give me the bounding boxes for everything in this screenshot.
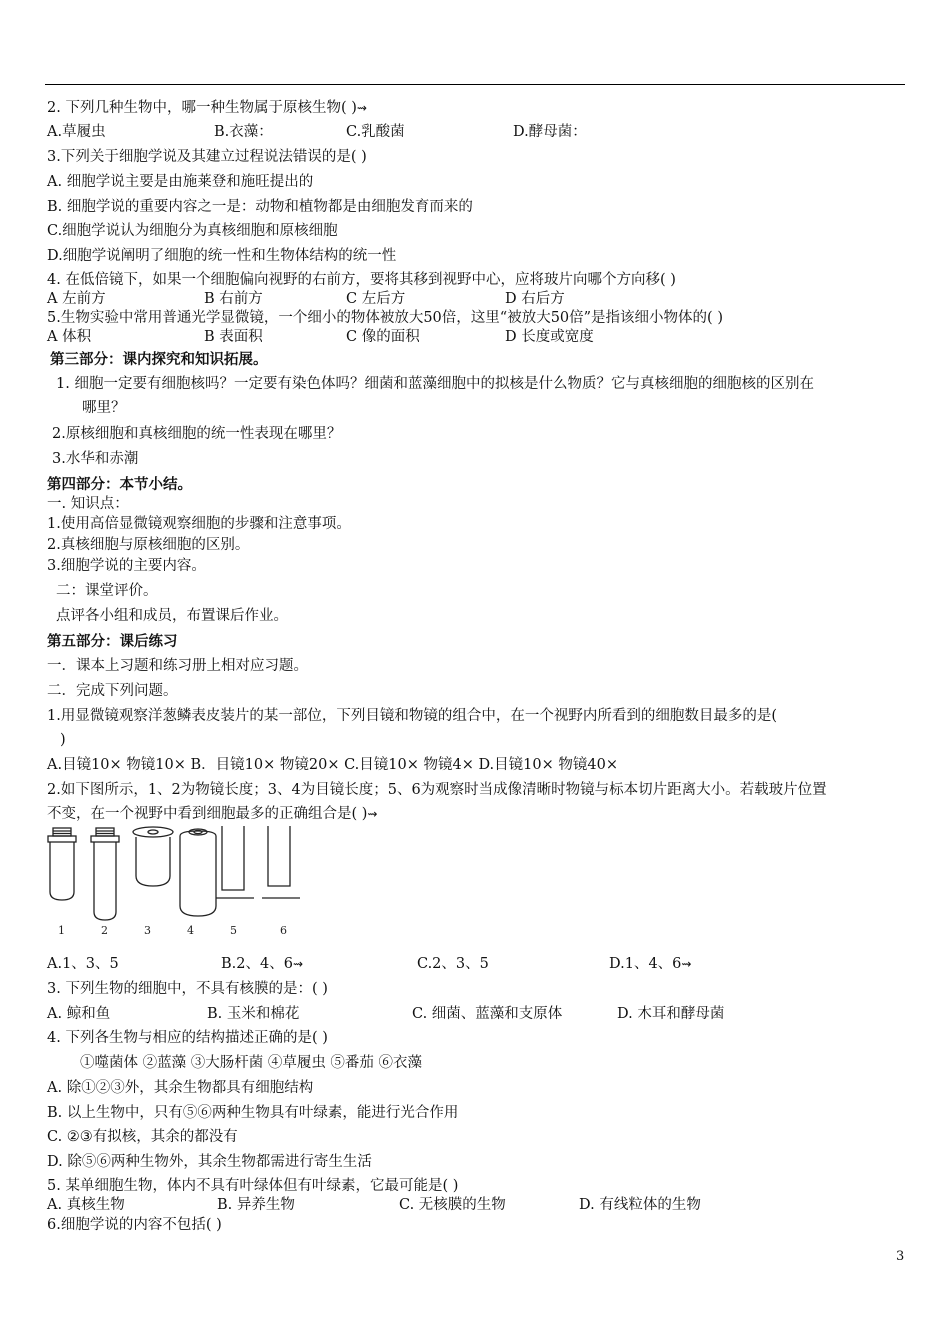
figure-label-3: 3	[144, 924, 151, 937]
objective-lens-2	[91, 828, 119, 920]
e4-option-a: A. 除①②③外，其余生物都具有细胞结构	[47, 1080, 314, 1096]
part4-heading: 第四部分：本节小结。	[47, 476, 192, 493]
e5-option-d: D. 有线粒体的生物	[579, 1197, 701, 1213]
ink-mark-icon: ⇝	[292, 957, 304, 971]
q2-option-d: D.酵母菌：	[513, 124, 587, 140]
e4-option-d: D. 除⑤⑥两种生物外，其余生物都需进行寄生生活	[47, 1154, 372, 1170]
figure-label-1: 1	[58, 924, 65, 937]
e5-option-c: C. 无核膜的生物	[399, 1197, 506, 1213]
part4-point-2: 2.真核细胞与原核细胞的区别。	[47, 537, 250, 553]
part5-heading: 第五部分：课后练习	[47, 633, 178, 650]
header-rule	[45, 84, 905, 85]
part4-point-3: 3.细胞学说的主要内容。	[47, 558, 206, 574]
q3-option-d: D.细胞学说阐明了细胞的统一性和生物体结构的统一性	[47, 248, 397, 264]
q5-stem: 5.生物实验中常用普通光学显微镜，一个细小的物体被放大50倍，这里“被放大50倍”是指该细小物体的( )	[47, 310, 723, 326]
lens-figure	[40, 826, 320, 941]
ink-mark-icon: ⇝	[356, 101, 367, 115]
figure-label-5: 5	[230, 924, 237, 937]
q5-option-d: D 长度或宽度	[505, 329, 594, 345]
q2-option-a: A.草履虫	[47, 124, 106, 140]
part3-item-1-cont: 哪里？	[82, 400, 126, 416]
e2-option-c: C.2、3、5	[417, 956, 489, 972]
page-number: 3	[896, 1249, 905, 1264]
part3-heading: 第三部分：课内探究和知识拓展。	[50, 351, 268, 368]
e2-stem: 2.如下图所示，1、2为物镜长度；3、4为目镜长度；5、6为观察时当成像清晰时物镜与标本切片距离大小。若载玻片位置	[47, 782, 827, 798]
e2-option-d: D.1、4、6⇝	[609, 956, 692, 972]
e6-stem: 6.细胞学说的内容不包括( )	[47, 1217, 222, 1233]
q5-option-a: A 体积	[47, 329, 92, 345]
part4-knowledge-title: 一. 知识点：	[47, 496, 129, 512]
e2-option-a: A.1、3、5	[47, 956, 119, 972]
q4-stem: 4. 在低倍镜下，如果一个细胞偏向视野的右前方，要将其移到视野中心，应将玻片向哪个方向移( )	[47, 272, 676, 288]
e3-option-c: C. 细菌、蓝藻和支原体	[412, 1006, 563, 1022]
q4-option-b: B 右前方	[204, 291, 263, 307]
e5-stem: 5. 某单细胞生物，体内不具有叶绿体但有叶绿素，它最可能是( )	[47, 1178, 459, 1194]
q2-option-b: B.衣藻：	[214, 124, 273, 140]
figure-label-4: 4	[187, 924, 194, 937]
e4-organisms: ①噬菌体 ②蓝藻 ③大肠杆菌 ④草履虫 ⑤番茄 ⑥衣藻	[80, 1055, 423, 1071]
e3-stem: 3. 下列生物的细胞中，不具有核膜的是：( )	[47, 981, 328, 997]
q3-option-c: C.细胞学说认为细胞分为真核细胞和原核细胞	[47, 223, 338, 239]
e2-stem-cont: 不变，在一个视野中看到细胞最多的正确组合是( )⇝	[47, 806, 378, 822]
e5-option-a: A. 真核生物	[47, 1197, 125, 1213]
q3-option-a: A. 细胞学说主要是由施莱登和施旺提出的	[47, 174, 314, 190]
eyepiece-3	[133, 827, 173, 886]
objective-lens-1	[48, 828, 76, 900]
q2-stem: 2. 下列几种生物中，哪一种生物属于原核生物( )⇝	[47, 100, 367, 116]
e1-stem: 1.用显微镜观察洋葱鳞表皮装片的某一部位，下列目镜和物镜的组合中，在一个视野内所看到的细胞数目最多的是(	[47, 708, 777, 724]
e4-option-c: C. ②③有拟核，其余的都没有	[47, 1129, 238, 1145]
e3-option-d: D. 木耳和酵母菌	[617, 1006, 725, 1022]
q4-option-d: D 右后方	[505, 291, 565, 307]
part5-sub1: 一．课本上习题和练习册上相对应习题。	[47, 658, 308, 674]
ink-mark-icon: ⇝	[367, 807, 378, 821]
q3-option-b: B. 细胞学说的重要内容之一是：动物和植物都是由细胞发育而来的	[47, 199, 473, 215]
e2-option-b: B.2、4、6⇝	[221, 956, 304, 972]
q5-option-b: B 表面积	[204, 329, 263, 345]
q2-option-c: C.乳酸菌	[346, 124, 405, 140]
distance-diagram-6	[262, 826, 300, 898]
e3-option-b: B. 玉米和棉花	[207, 1006, 300, 1022]
q3-stem: 3.下列关于细胞学说及其建立过程说法错误的是( )	[47, 149, 367, 165]
eyepiece-4	[180, 829, 216, 916]
ink-mark-icon: ⇝	[681, 957, 692, 971]
figure-label-2: 2	[101, 924, 108, 937]
e5-option-b: B. 异养生物	[217, 1197, 295, 1213]
e4-option-b: B. 以上生物中，只有⑤⑥两种生物具有叶绿素，能进行光合作用	[47, 1105, 459, 1121]
q4-option-a: A 左前方	[47, 291, 106, 307]
distance-diagram-5	[216, 826, 254, 898]
e1-options: A.目镜10× 物镜10× B．目镜10× 物镜20× C.目镜10× 物镜4× D.目镜10× 物镜40×	[47, 757, 618, 773]
figure-label-6: 6	[280, 924, 287, 937]
e4-stem: 4. 下列各生物与相应的结构描述正确的是( )	[47, 1030, 328, 1046]
part3-item-2: 2.原核细胞和真核细胞的统一性表现在哪里？	[52, 426, 342, 442]
part3-item-1: 1. 细胞一定要有细胞核吗？一定要有染色体吗？细菌和蓝藻细胞中的拟核是什么物质？它与真核细胞的细胞核的区别在	[56, 376, 814, 392]
e3-option-a: A. 鲸和鱼	[47, 1006, 111, 1022]
e1-stem-cont: )	[60, 732, 66, 748]
part3-item-3: 3.水华和赤潮	[52, 451, 139, 467]
part5-sub2: 二．完成下列问题。	[47, 683, 178, 699]
q5-option-c: C 像的面积	[346, 329, 420, 345]
part4-point-1: 1.使用高倍显微镜观察细胞的步骤和注意事项。	[47, 516, 351, 532]
part4-evaluation-text: 点评各小组和成员，布置课后作业。	[56, 608, 288, 624]
q4-option-c: C 左后方	[346, 291, 406, 307]
part4-evaluation-title: 二：课堂评价。	[56, 583, 158, 599]
